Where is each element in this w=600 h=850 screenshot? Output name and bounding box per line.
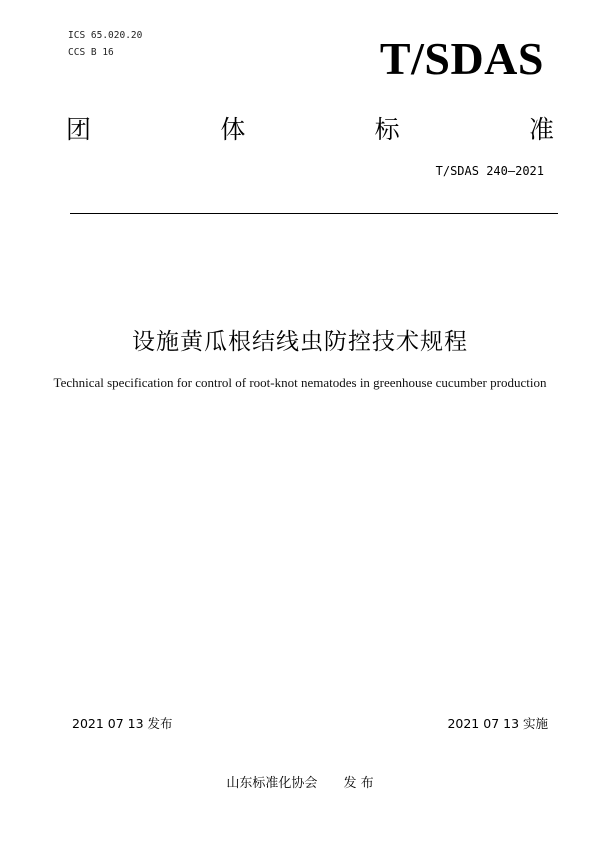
category-char: 团 <box>66 115 92 144</box>
category-char: 体 <box>220 115 246 144</box>
standard-category <box>66 115 554 145</box>
publisher-name: 山东标准化协会 <box>226 776 318 791</box>
implementation-date: 2021 07 13 实施 <box>447 716 548 731</box>
ics-code: ICS 65.020.20 <box>68 30 143 41</box>
standard-number: T/SDAS 240—2021 <box>435 164 544 178</box>
document-title-english: Technical specification for control of root-knot nematodes in greenhouse cucumber production <box>53 375 547 390</box>
category-char: 标 <box>374 115 400 144</box>
category-char: 准 <box>528 115 554 144</box>
header-divider <box>70 213 558 214</box>
classification-codes <box>68 27 142 61</box>
publish-date: 2021 07 13 发布 <box>72 716 173 731</box>
publisher-line <box>0 775 600 793</box>
ccs-code: CCS B 16 <box>68 47 114 58</box>
standard-brand-logo: T/SDAS <box>379 33 544 84</box>
publisher-action: 发 布 <box>343 776 374 791</box>
document-title-chinese: 设施黄瓜根结线虫防控技术规程 <box>132 329 468 355</box>
